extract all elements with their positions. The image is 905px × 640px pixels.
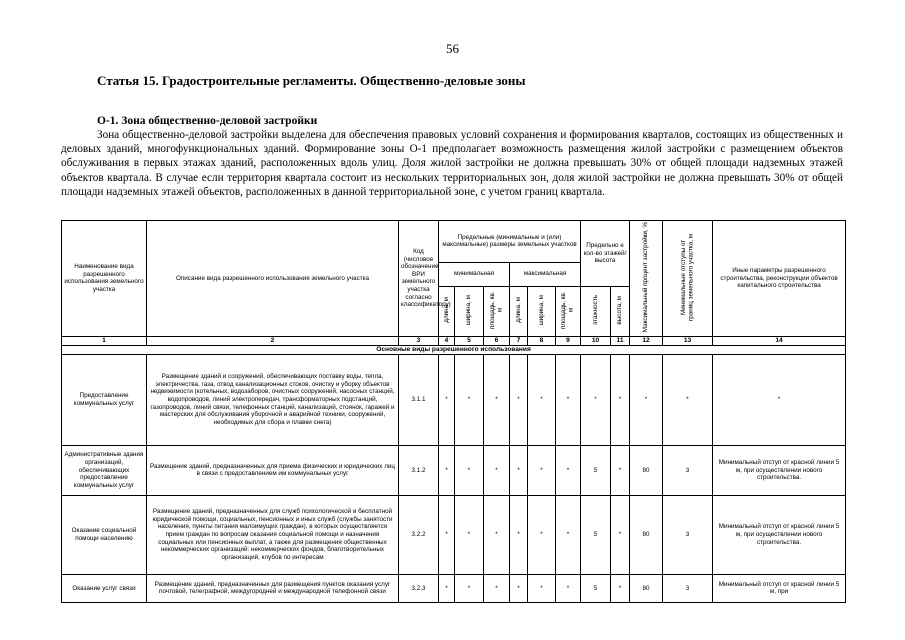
row-value: * [510,354,528,445]
header-code: Код (числовое обозначение ВРИ земельного участка согласно классификатору) [399,221,439,337]
intro-paragraph: Зона общественно-деловой застройки выделена для обеспечения правовых условий сохранения и формирования кварталов, состоящих из общественных и деловых зданий, многофункциональных зданий. Формирование зоны О-1 предполагает возможность размещения жилой застройки с размещением объектов обслуживания в первых этажах зданий, расположенных вдоль улиц. Доля жилой застройки не должна превышать 30% от общей площади надземных этажей объектов квартала. В случае если территория квартала состоит из нескольких территориальных зон, доля жилой застройки не должна превышать 30% от общей площади надземных этажей объектов, расположенных в данной территориальной зоне, с учетом границ квартала. [61,129,843,198]
header-floors-group: Предельно е кол-во этажей/ высота [581,221,630,287]
table-row [62,445,846,495]
row-value: * [510,574,528,602]
row-value: * [556,495,581,574]
column-number: 9 [556,336,581,345]
column-number: 11 [611,336,630,345]
zone-title: О-1. Зона общественно-деловой застройки [97,115,318,127]
column-number: 2 [147,336,399,345]
column-number: 13 [663,336,713,345]
header-height: высота, м [611,286,630,336]
row-code: 3.2.3 [399,574,439,602]
header-max: максимальная [510,262,581,286]
header-min-setback: Минимальные отступы от границ земельного участка, м [663,221,713,337]
header-min-area: площадь, кв. м [484,286,510,336]
column-number: 14 [713,336,846,345]
row-value: 5 [581,495,611,574]
column-number-row [62,336,846,345]
row-value: * [439,495,455,574]
row-value: 3 [663,495,713,574]
row-value: * [455,445,484,495]
header-row-1 [62,221,846,263]
row-value: * [611,354,630,445]
row-name: Административные здания организаций, обеспечивающих предоставление коммунальных услуг [62,445,147,495]
column-number: 10 [581,336,611,345]
row-value: * [510,445,528,495]
row-value: * [439,354,455,445]
row-value: 80 [630,445,663,495]
header-floors: этажность [581,286,611,336]
header-min-length: длина, м [439,286,455,336]
column-number: 1 [62,336,147,345]
row-code: 3.2.2 [399,495,439,574]
row-value: * [556,574,581,602]
article-title: Статья 15. Градостроительные регламенты. Общественно-деловые зоны [97,73,526,88]
row-value: 80 [630,495,663,574]
row-code: 3.1.2 [399,445,439,495]
row-value: * [556,354,581,445]
row-value: * [663,354,713,445]
row-value: * [556,445,581,495]
column-number: 7 [510,336,528,345]
row-value: 5 [581,445,611,495]
row-value: * [581,354,611,445]
row-description: Размещение зданий, предназначенных для размещения пунктов оказания услуг почтовой, телеграфной, междугородней и международной телефонной связи [147,574,399,602]
page-number: 56 [446,41,459,56]
row-other: Минимальный отступ от красной линии 5 м, при [713,574,846,602]
row-value: * [630,354,663,445]
row-value: * [611,495,630,574]
header-description: Описание вида разрешенного использования земельного участка [147,221,399,337]
section-row [62,345,846,354]
header-max-width: ширина, м [528,286,556,336]
column-number: 6 [484,336,510,345]
table-row [62,495,846,574]
header-other: Иные параметры разрешенного строительства, реконструкции объектов капитального строительства [713,221,846,337]
row-other: Минимальный отступ от красной линии 5 м, при осуществлении нового строительства. [713,445,846,495]
row-value: * [528,574,556,602]
row-value: * [528,495,556,574]
column-number: 12 [630,336,663,345]
header-max-percent: Максимальный процент застройки, % [630,221,663,337]
header-min: минимальная [439,262,510,286]
row-value: 3 [663,445,713,495]
row-value: * [484,445,510,495]
header-max-length: длина, м [510,286,528,336]
row-value: * [528,445,556,495]
row-value: * [439,574,455,602]
section-title: Основные виды разрешенного использования [62,345,846,354]
row-value: * [611,574,630,602]
column-number: 5 [455,336,484,345]
header-plot-sizes: Предельные (минимальные и (или) максимальные) размеры земельных участков [439,221,581,263]
row-description: Размещение зданий и сооружений, обеспечивающих поставку воды, тепла, электричества, газа, отвод канализационных стоков, очистку и уборку объектов недвижимости (котельных, водозаборов, очистных сооружений, насосных станций, водопроводов, линий электропередач, трансформаторных подстанций, газопроводов, линий связи, телефонных станций, канализаций, стоянок, гаражей и мастерских для обслуживания уборочной и аварийной техники, сооружений, необходимых для сбора и плавки снега) [147,354,399,445]
row-value: * [484,574,510,602]
row-value: * [510,495,528,574]
row-code: 3.1.1 [399,354,439,445]
header-name: Наименование вида разрешенного использования земельного участка [62,221,147,337]
row-value: * [611,445,630,495]
row-value: * [455,495,484,574]
row-value: 80 [630,574,663,602]
row-value: * [528,354,556,445]
row-other: Минимальный отступ от красной линии 5 м, при осуществлении нового строительства. [713,495,846,574]
column-number: 3 [399,336,439,345]
header-min-width: ширина, м [455,286,484,336]
row-value: * [455,574,484,602]
row-description: Размещение зданий, предназначенных для служб психологической и бесплатной юридической помощи, социальных, пенсионных и иных служб (службы занятости населения, пункты питания малоимущих граждан), в которых осуществляется прием граждан по вопросам оказания социальной помощи и назначения социальных или пенсионных выплат, а также для размещения общественных некоммерческих организаций: некоммерческих фондов, благотворительных организаций, клубов по интересам [147,495,399,574]
row-value: * [439,445,455,495]
row-value: * [484,495,510,574]
row-value: * [455,354,484,445]
header-max-area: площадь, кв. м [556,286,581,336]
column-number: 4 [439,336,455,345]
regulations-table [61,220,846,603]
row-value: 3 [663,574,713,602]
table-row [62,574,846,602]
row-value: * [484,354,510,445]
row-other: * [713,354,846,445]
column-number: 8 [528,336,556,345]
row-value: 5 [581,574,611,602]
table-row [62,354,846,445]
row-name: Предоставление коммунальных услуг [62,354,147,445]
row-name: Оказание социальной помощи населению [62,495,147,574]
row-description: Размещение зданий, предназначенных для приема физических и юридических лиц в связи с предоставлением им коммунальных услуг [147,445,399,495]
row-name: Оказание услуг связи [62,574,147,602]
